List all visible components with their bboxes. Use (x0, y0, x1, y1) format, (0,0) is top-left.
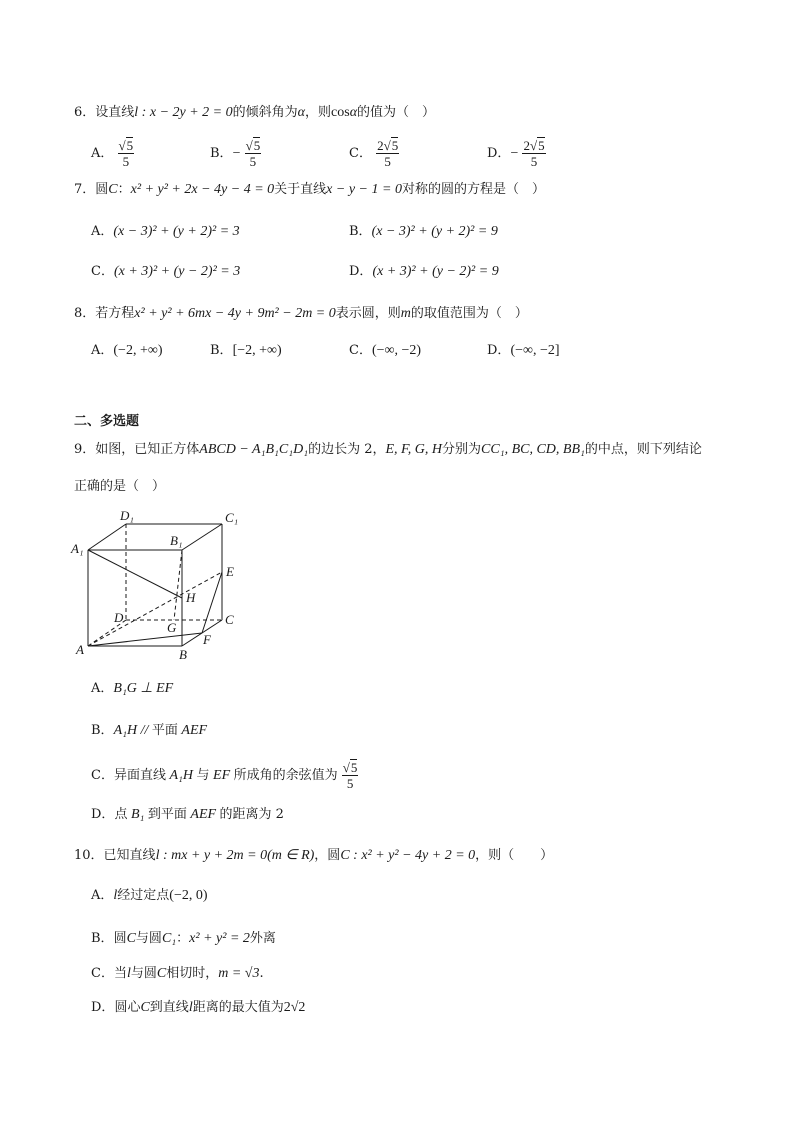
option-math: C₁ (161, 931, 177, 946)
stem-text: 的倾斜角为 (232, 105, 298, 120)
question-8-stem (74, 304, 528, 324)
stem-text: 的值为（ ） (357, 105, 436, 120)
option-math: m = √3 (218, 966, 260, 981)
stem-text: ： (117, 182, 131, 197)
option-math: (−2, 0) (169, 888, 208, 903)
option-label: D． (91, 1000, 115, 1015)
option-text: 圆心 (114, 1000, 141, 1015)
alpha-symbol: α (349, 105, 358, 120)
q7-option-b[interactable] (349, 222, 498, 242)
option-text: 圆 (113, 931, 127, 946)
denominator: 5 (384, 154, 391, 169)
option-label: C． (349, 343, 372, 358)
equation: x² + y² + 6mx − 4y + 9m² − 2m = 0 (134, 306, 336, 321)
q6-option-b[interactable] (210, 138, 261, 169)
label-H: H (186, 590, 196, 605)
option-text: 经过定点 (117, 888, 170, 903)
option-text: 点 (114, 807, 128, 822)
option-text: 外离 (249, 931, 276, 946)
option-math: B₁G ⊥ EF (113, 681, 174, 696)
label-B1: B₁ (170, 533, 183, 548)
question-7-stem (74, 180, 545, 200)
option-label: C． (349, 146, 372, 161)
option-math: C (156, 966, 167, 981)
segments-list: CC₁, BC, CD, BB₁ (481, 442, 585, 457)
q8-option-a[interactable] (91, 341, 163, 361)
option-label: A． (91, 888, 114, 903)
option-equation: (x − 3)² + (y + 2)² = 9 (371, 224, 498, 239)
option-math: 2√2 (283, 1000, 306, 1015)
q10-option-c[interactable] (91, 964, 264, 984)
circle-name: C (108, 182, 118, 197)
option-text: 所成角的余弦值为 (233, 768, 338, 783)
radicand: 5 (350, 760, 358, 775)
option-math: AEF (177, 723, 208, 738)
question-9-stem-line2: 正确的是（ ） (74, 479, 166, 494)
option-label: B． (349, 224, 372, 239)
points-list: E, F, G, H (385, 442, 443, 457)
stem-text: 关于直线 (274, 182, 327, 197)
stem-text: 设直线 (95, 105, 135, 120)
option-label: D． (349, 264, 373, 279)
line-equation: x − y − 1 = 0 (326, 182, 402, 197)
stem-text: ，圆 (314, 848, 341, 863)
fraction: $\frac{√5}{5}$ (118, 138, 134, 169)
option-text: 当 (113, 966, 127, 981)
option-text: 到直线 (149, 1000, 189, 1015)
option-text: 到平面 (147, 807, 187, 822)
radicand: 5 (538, 138, 545, 153)
option-math: l (188, 1000, 193, 1015)
stem-text: 对称的圆的方程是（ ） (401, 182, 545, 197)
option-interval: (−2, +∞) (113, 343, 163, 358)
edge-B1C1 (182, 524, 222, 550)
option-math: A₁H (165, 768, 197, 783)
q10-option-d[interactable] (91, 998, 305, 1018)
cube-figure (70, 505, 250, 665)
stem-text: 表示圆，则 (335, 306, 401, 321)
q9-option-c[interactable] (91, 760, 358, 791)
label-E: E (226, 564, 234, 579)
stem-text: 如图，已知正方体 (95, 442, 200, 457)
question-10-stem (74, 846, 553, 866)
line-equation: l : mx + y + 2m = 0 (155, 848, 268, 863)
option-text: 的距离为 2 (219, 807, 284, 822)
stem-text: 圆 (95, 182, 109, 197)
label-F: F (203, 632, 211, 647)
q7-option-c[interactable] (91, 262, 240, 282)
question-9-stem (74, 440, 702, 460)
segment-A1H (88, 550, 182, 598)
stem-text: 的取值范围为（ ） (410, 306, 528, 321)
stem-text: ，则（ ） (475, 848, 554, 863)
section-heading: 二、多选题 (74, 414, 140, 429)
variable: m (400, 306, 411, 321)
edge-A1D1 (88, 524, 126, 550)
line-equation: l : x − 2y + 2 = 0 (134, 105, 233, 120)
stem-text: ，则 (305, 105, 332, 120)
option-label: B． (210, 146, 233, 161)
option-interval: (−∞, −2) (371, 343, 422, 358)
option-label: C． (91, 768, 114, 783)
question-number: 7． (74, 182, 96, 197)
option-label: B． (210, 343, 233, 358)
label-D1: D₁ (120, 508, 134, 523)
option-equation: (x + 3)² + (y − 2)² = 9 (372, 264, 499, 279)
option-label: D． (91, 807, 115, 822)
option-label: D． (487, 343, 511, 358)
question-number: 10． (74, 848, 104, 863)
option-label: B． (91, 931, 114, 946)
option-label: A． (91, 343, 114, 358)
option-label: C． (91, 966, 114, 981)
q9-option-b[interactable] (91, 721, 207, 741)
q6-option-d[interactable] (487, 138, 546, 169)
option-text: . (259, 966, 264, 981)
option-math: x² + y² = 2 (189, 931, 250, 946)
label-A: A (76, 642, 84, 657)
option-text: 与圆 (135, 931, 162, 946)
label-D: D (114, 610, 124, 625)
option-label: D． (487, 146, 511, 161)
q7-option-d[interactable] (349, 262, 499, 282)
q8-option-d[interactable] (487, 341, 560, 361)
q9-option-a[interactable] (91, 679, 173, 699)
radicand: 5 (253, 138, 261, 153)
denominator: 5 (346, 776, 354, 791)
option-equation: (x + 3)² + (y − 2)² = 3 (113, 264, 241, 279)
option-math: A₁H // (113, 723, 152, 738)
q8-option-c[interactable] (349, 341, 421, 361)
radicand: 5 (126, 138, 134, 153)
stem-text: 的边长为 2， (308, 442, 386, 457)
option-math: B₁ (127, 807, 148, 822)
stem-text: 的中点，则下列结论 (584, 442, 702, 457)
fraction: $\frac{2√5}{5}$ (523, 138, 545, 169)
question-number: 9． (74, 442, 96, 457)
condition: (m ∈ R) (267, 848, 315, 863)
option-label: A． (91, 224, 114, 239)
label-C1: C₁ (225, 510, 239, 525)
option-label: A． (91, 146, 114, 161)
q10-option-a[interactable] (91, 886, 208, 906)
option-math: C (140, 1000, 150, 1015)
label-C: C (225, 612, 234, 627)
option-label: C． (91, 264, 114, 279)
segment-B1G (174, 550, 182, 620)
circle-equation: x² + y² + 2x − 4y − 4 = 0 (130, 182, 275, 197)
option-text: ： (176, 931, 190, 946)
option-math: l (126, 966, 131, 981)
option-text: 与圆 (130, 966, 157, 981)
circle-equation: C : x² + y² − 4y + 2 = 0 (340, 848, 476, 863)
option-text: 异面直线 (113, 768, 166, 783)
option-text: 平面 (151, 723, 178, 738)
q9-option-d[interactable] (91, 805, 284, 825)
option-equation: (x − 3)² + (y + 2)² = 3 (113, 224, 240, 239)
option-text: 与 (196, 768, 210, 783)
q8-option-b[interactable] (210, 341, 282, 361)
option-interval: [−2, +∞) (232, 343, 282, 358)
q6-option-a[interactable] (91, 138, 134, 169)
segment-AE (88, 572, 222, 646)
label-B: B (179, 647, 187, 662)
stem-text: 分别为 (442, 442, 482, 457)
q10-option-b[interactable] (91, 929, 276, 949)
q7-option-a[interactable] (91, 222, 240, 242)
minus-sign: − (510, 146, 519, 161)
stem-text: 已知直线 (103, 848, 156, 863)
alpha-symbol: α (297, 105, 305, 120)
option-interval: (−∞, −2] (510, 343, 560, 358)
denominator: 5 (530, 154, 538, 169)
option-text: 相切时， (166, 966, 219, 981)
question-number: 6． (74, 105, 96, 120)
question-number: 8． (74, 306, 96, 321)
label-G: G (167, 620, 177, 635)
stem-text: 若方程 (95, 306, 135, 321)
fraction: $\frac{√5}{5}$ (342, 760, 358, 791)
cos-symbol: cos (331, 105, 350, 120)
option-text: 距离的最大值为 (192, 1000, 284, 1015)
denominator: 5 (122, 154, 130, 169)
question-6-stem (74, 103, 435, 123)
option-math: AEF (186, 807, 220, 822)
option-label: B． (91, 723, 114, 738)
minus-sign: − (232, 146, 241, 161)
option-math: C (126, 931, 136, 946)
coefficient: 2 (377, 138, 384, 153)
option-label: A． (91, 681, 114, 696)
radicand: 5 (391, 138, 399, 153)
coefficient: 2 (523, 138, 530, 153)
fraction: $\frac{√5}{5}$ (245, 138, 261, 169)
q6-option-c[interactable] (349, 138, 399, 169)
option-math: EF (209, 768, 234, 783)
label-A1: A₁ (71, 541, 84, 556)
cube-name: ABCD − A₁B₁C₁D₁ (199, 442, 309, 457)
fraction: $\frac{2√5}{5}$ (377, 138, 399, 169)
denominator: 5 (249, 154, 257, 169)
option-math: l (113, 888, 118, 903)
